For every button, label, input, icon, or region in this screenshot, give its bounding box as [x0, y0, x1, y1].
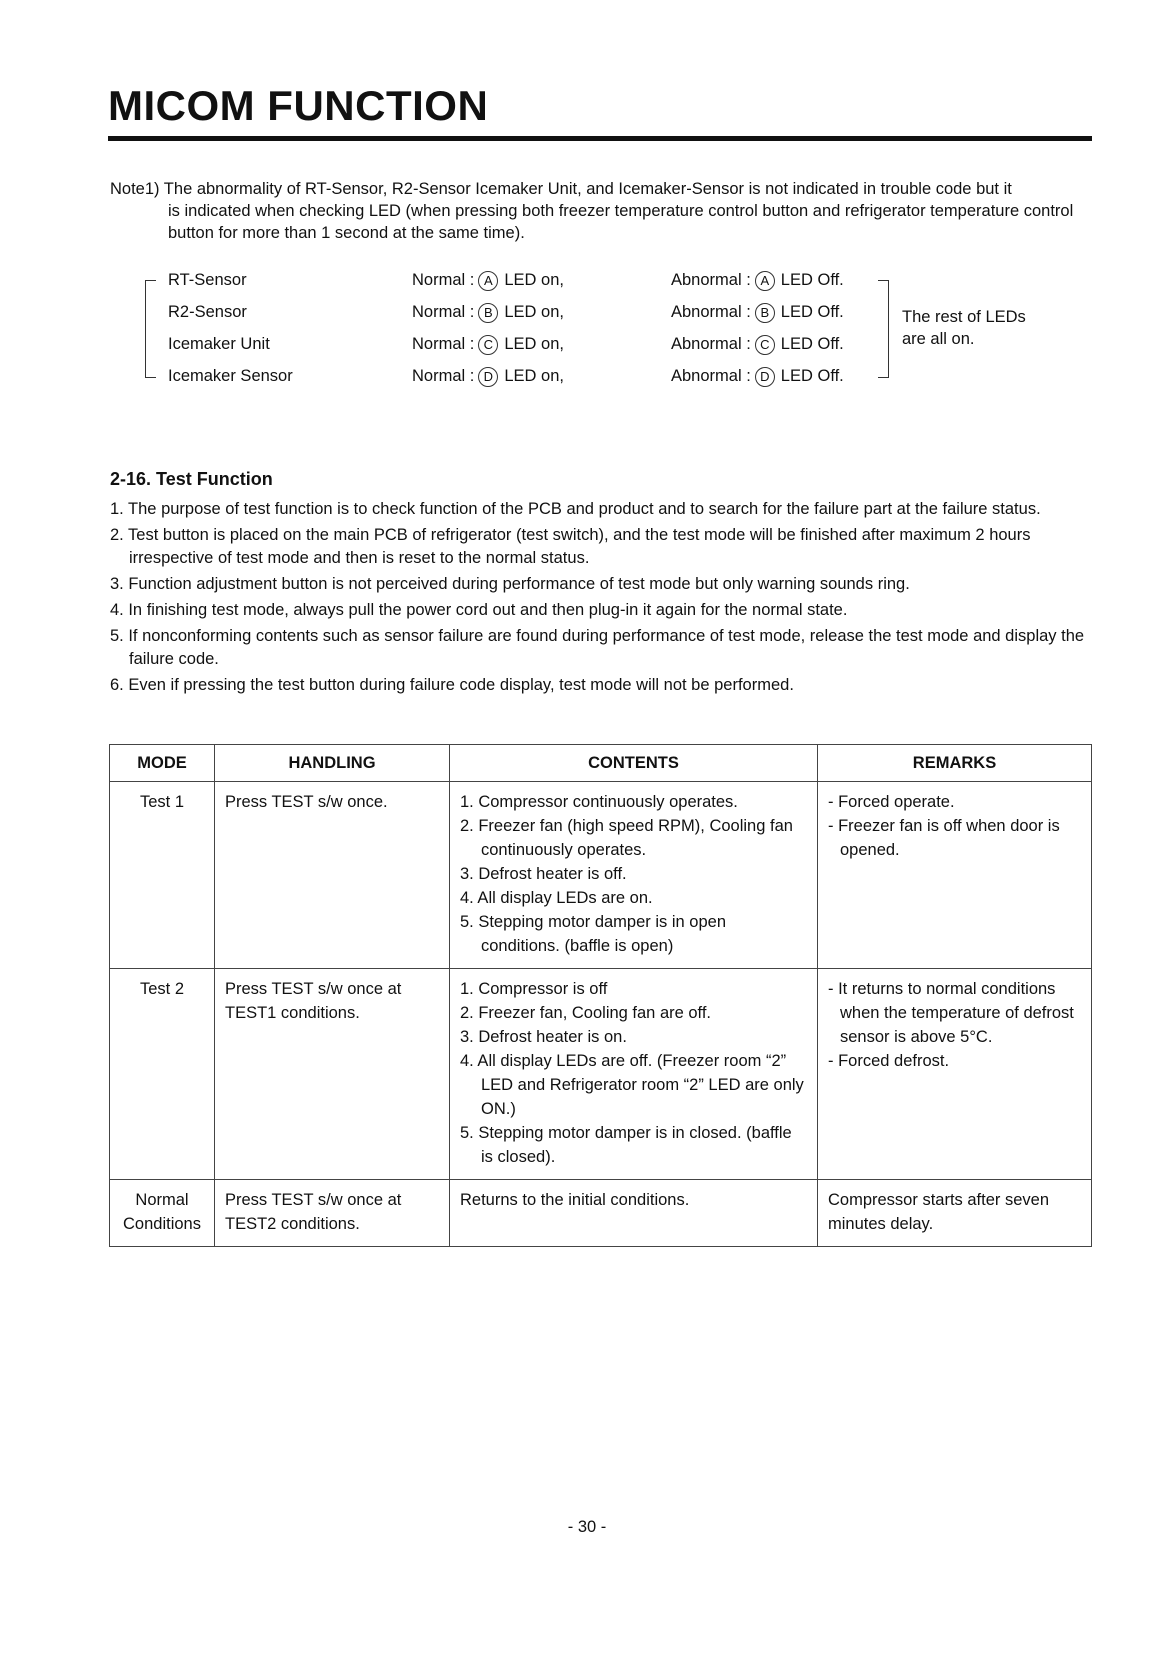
page-number: - 30 - — [567, 1518, 607, 1536]
remarks-line: - Forced operate. — [828, 793, 955, 811]
led-abnormal — [671, 364, 844, 388]
contents-line: 5. Stepping motor damper is in open conditions. (baffle is open) — [460, 913, 726, 955]
table-row — [110, 782, 1092, 969]
led-sensor: Icemaker Unit — [168, 335, 270, 353]
note-lead: Note1) The abnormality of RT-Sensor, R2-Sensor Icemaker Unit, and Icemaker-Sensor is not indicated in trouble code but it — [110, 180, 1012, 198]
rest-leds-note: The rest of LEDs are all on. — [902, 308, 1026, 348]
contents-line: 5. Stepping motor damper is in closed. (baffle is closed). — [460, 1124, 792, 1166]
header-contents: CONTENTS — [450, 745, 818, 782]
led-letter-icon: A — [755, 271, 775, 291]
contents-line: Returns to the initial conditions. — [460, 1191, 690, 1209]
remarks-cell — [818, 782, 1092, 969]
contents-cell — [450, 969, 818, 1180]
remarks-cell — [818, 969, 1092, 1180]
contents-line: 3. Defrost heater is off. — [460, 865, 627, 883]
left-bracket — [145, 280, 156, 378]
header-remarks: REMARKS — [818, 745, 1092, 782]
contents-line: 4. All display LEDs are on. — [460, 889, 653, 907]
led-abnormal — [671, 332, 844, 356]
remarks-cell — [818, 1180, 1092, 1247]
test-function-list — [110, 498, 1095, 700]
list-item: 5. If nonconforming contents such as sensor failure are found during performance of test mode, release the test mode and display the failure code. — [110, 627, 1085, 668]
title-rule — [108, 136, 1092, 141]
led-letter-icon: C — [478, 335, 498, 355]
led-letter-icon: D — [478, 367, 498, 387]
page-title: MICOM FUNCTION — [108, 82, 489, 129]
list-item: 2. Test button is placed on the main PCB of refrigerator (test switch), and the test mode will be finished after maximum 2 hours irrespective of test mode and then is reset to the normal status. — [110, 526, 1031, 567]
note-cont: is indicated when checking LED (when pressing both freezer temperature control button and refrigerator temperature control button for more than 1 second at the same time). — [168, 202, 1074, 242]
led-on-label: LED on, — [504, 335, 564, 353]
list-item: 1. The purpose of test function is to check function of the PCB and product and to search for the failure part at the failure status. — [110, 500, 1041, 518]
section-heading: 2-16. Test Function — [110, 469, 273, 489]
led-normal — [412, 268, 564, 292]
led-letter-icon: A — [478, 271, 498, 291]
list-item: 4. In finishing test mode, always pull the power cord out and then plug-in it again for the normal state. — [110, 601, 848, 619]
remarks-line: - It returns to normal conditions when the temperature of defrost sensor is above 5°C. — [828, 980, 1074, 1046]
contents-line: 1. Compressor continuously operates. — [460, 793, 738, 811]
led-sensor: R2-Sensor — [168, 303, 247, 321]
led-letter-icon: B — [755, 303, 775, 323]
table-row — [110, 1180, 1092, 1247]
remarks-line: Compressor starts after seven minutes delay. — [828, 1191, 1049, 1233]
test-mode-table — [109, 744, 1092, 1247]
led-normal — [412, 300, 564, 324]
led-normal — [412, 332, 564, 356]
mode-cell: Test 2 — [110, 969, 215, 1180]
remarks-line: - Freezer fan is off when door is opened. — [828, 817, 1060, 859]
led-abnormal — [671, 300, 844, 324]
header-mode: MODE — [110, 745, 215, 782]
led-on-label: LED on, — [504, 367, 564, 385]
contents-line: 2. Freezer fan, Cooling fan are off. — [460, 1004, 712, 1022]
mode-cell: Normal Conditions — [110, 1180, 215, 1247]
contents-line: 2. Freezer fan (high speed RPM), Cooling fan continuously operates. — [460, 817, 793, 859]
list-item: 3. Function adjustment button is not perceived during performance of test mode but only warning sounds ring. — [110, 575, 910, 593]
led-letter-icon: D — [755, 367, 775, 387]
led-abnormal — [671, 268, 844, 292]
contents-line: 4. All display LEDs are off. (Freezer room “2” LED and Refrigerator room “2” LED are only ON.) — [460, 1052, 804, 1118]
normal-label: Normal : — [412, 271, 475, 289]
note-1 — [110, 178, 1100, 244]
handling-cell: Press TEST s/w once at TEST1 conditions. — [215, 969, 450, 1180]
led-sensor: RT-Sensor — [168, 271, 247, 289]
table-row — [110, 969, 1092, 1180]
remarks-line: - Forced defrost. — [828, 1052, 950, 1070]
normal-label: Normal : — [412, 335, 475, 353]
mode-cell: Test 1 — [110, 782, 215, 969]
led-sensor: Icemaker Sensor — [168, 367, 293, 385]
led-off-label: LED Off. — [780, 303, 844, 321]
handling-cell: Press TEST s/w once at TEST2 conditions. — [215, 1180, 450, 1247]
led-off-label: LED Off. — [780, 271, 844, 289]
right-bracket — [878, 280, 889, 378]
contents-cell — [450, 782, 818, 969]
led-off-label: LED Off. — [780, 367, 844, 385]
header-handling: HANDLING — [215, 745, 450, 782]
handling-cell: Press TEST s/w once. — [215, 782, 450, 969]
contents-cell — [450, 1180, 818, 1247]
led-on-label: LED on, — [504, 303, 564, 321]
led-letter-icon: B — [478, 303, 498, 323]
led-on-label: LED on, — [504, 271, 564, 289]
contents-line: 3. Defrost heater is on. — [460, 1028, 627, 1046]
contents-line: 1. Compressor is off — [460, 980, 608, 998]
abnormal-label: Abnormal : — [671, 303, 751, 321]
normal-label: Normal : — [412, 303, 475, 321]
normal-label: Normal : — [412, 367, 475, 385]
abnormal-label: Abnormal : — [671, 335, 751, 353]
led-letter-icon: C — [755, 335, 775, 355]
list-item: 6. Even if pressing the test button during failure code display, test mode will not be performed. — [110, 676, 794, 694]
abnormal-label: Abnormal : — [671, 271, 751, 289]
abnormal-label: Abnormal : — [671, 367, 751, 385]
led-normal — [412, 364, 564, 388]
led-off-label: LED Off. — [780, 335, 844, 353]
